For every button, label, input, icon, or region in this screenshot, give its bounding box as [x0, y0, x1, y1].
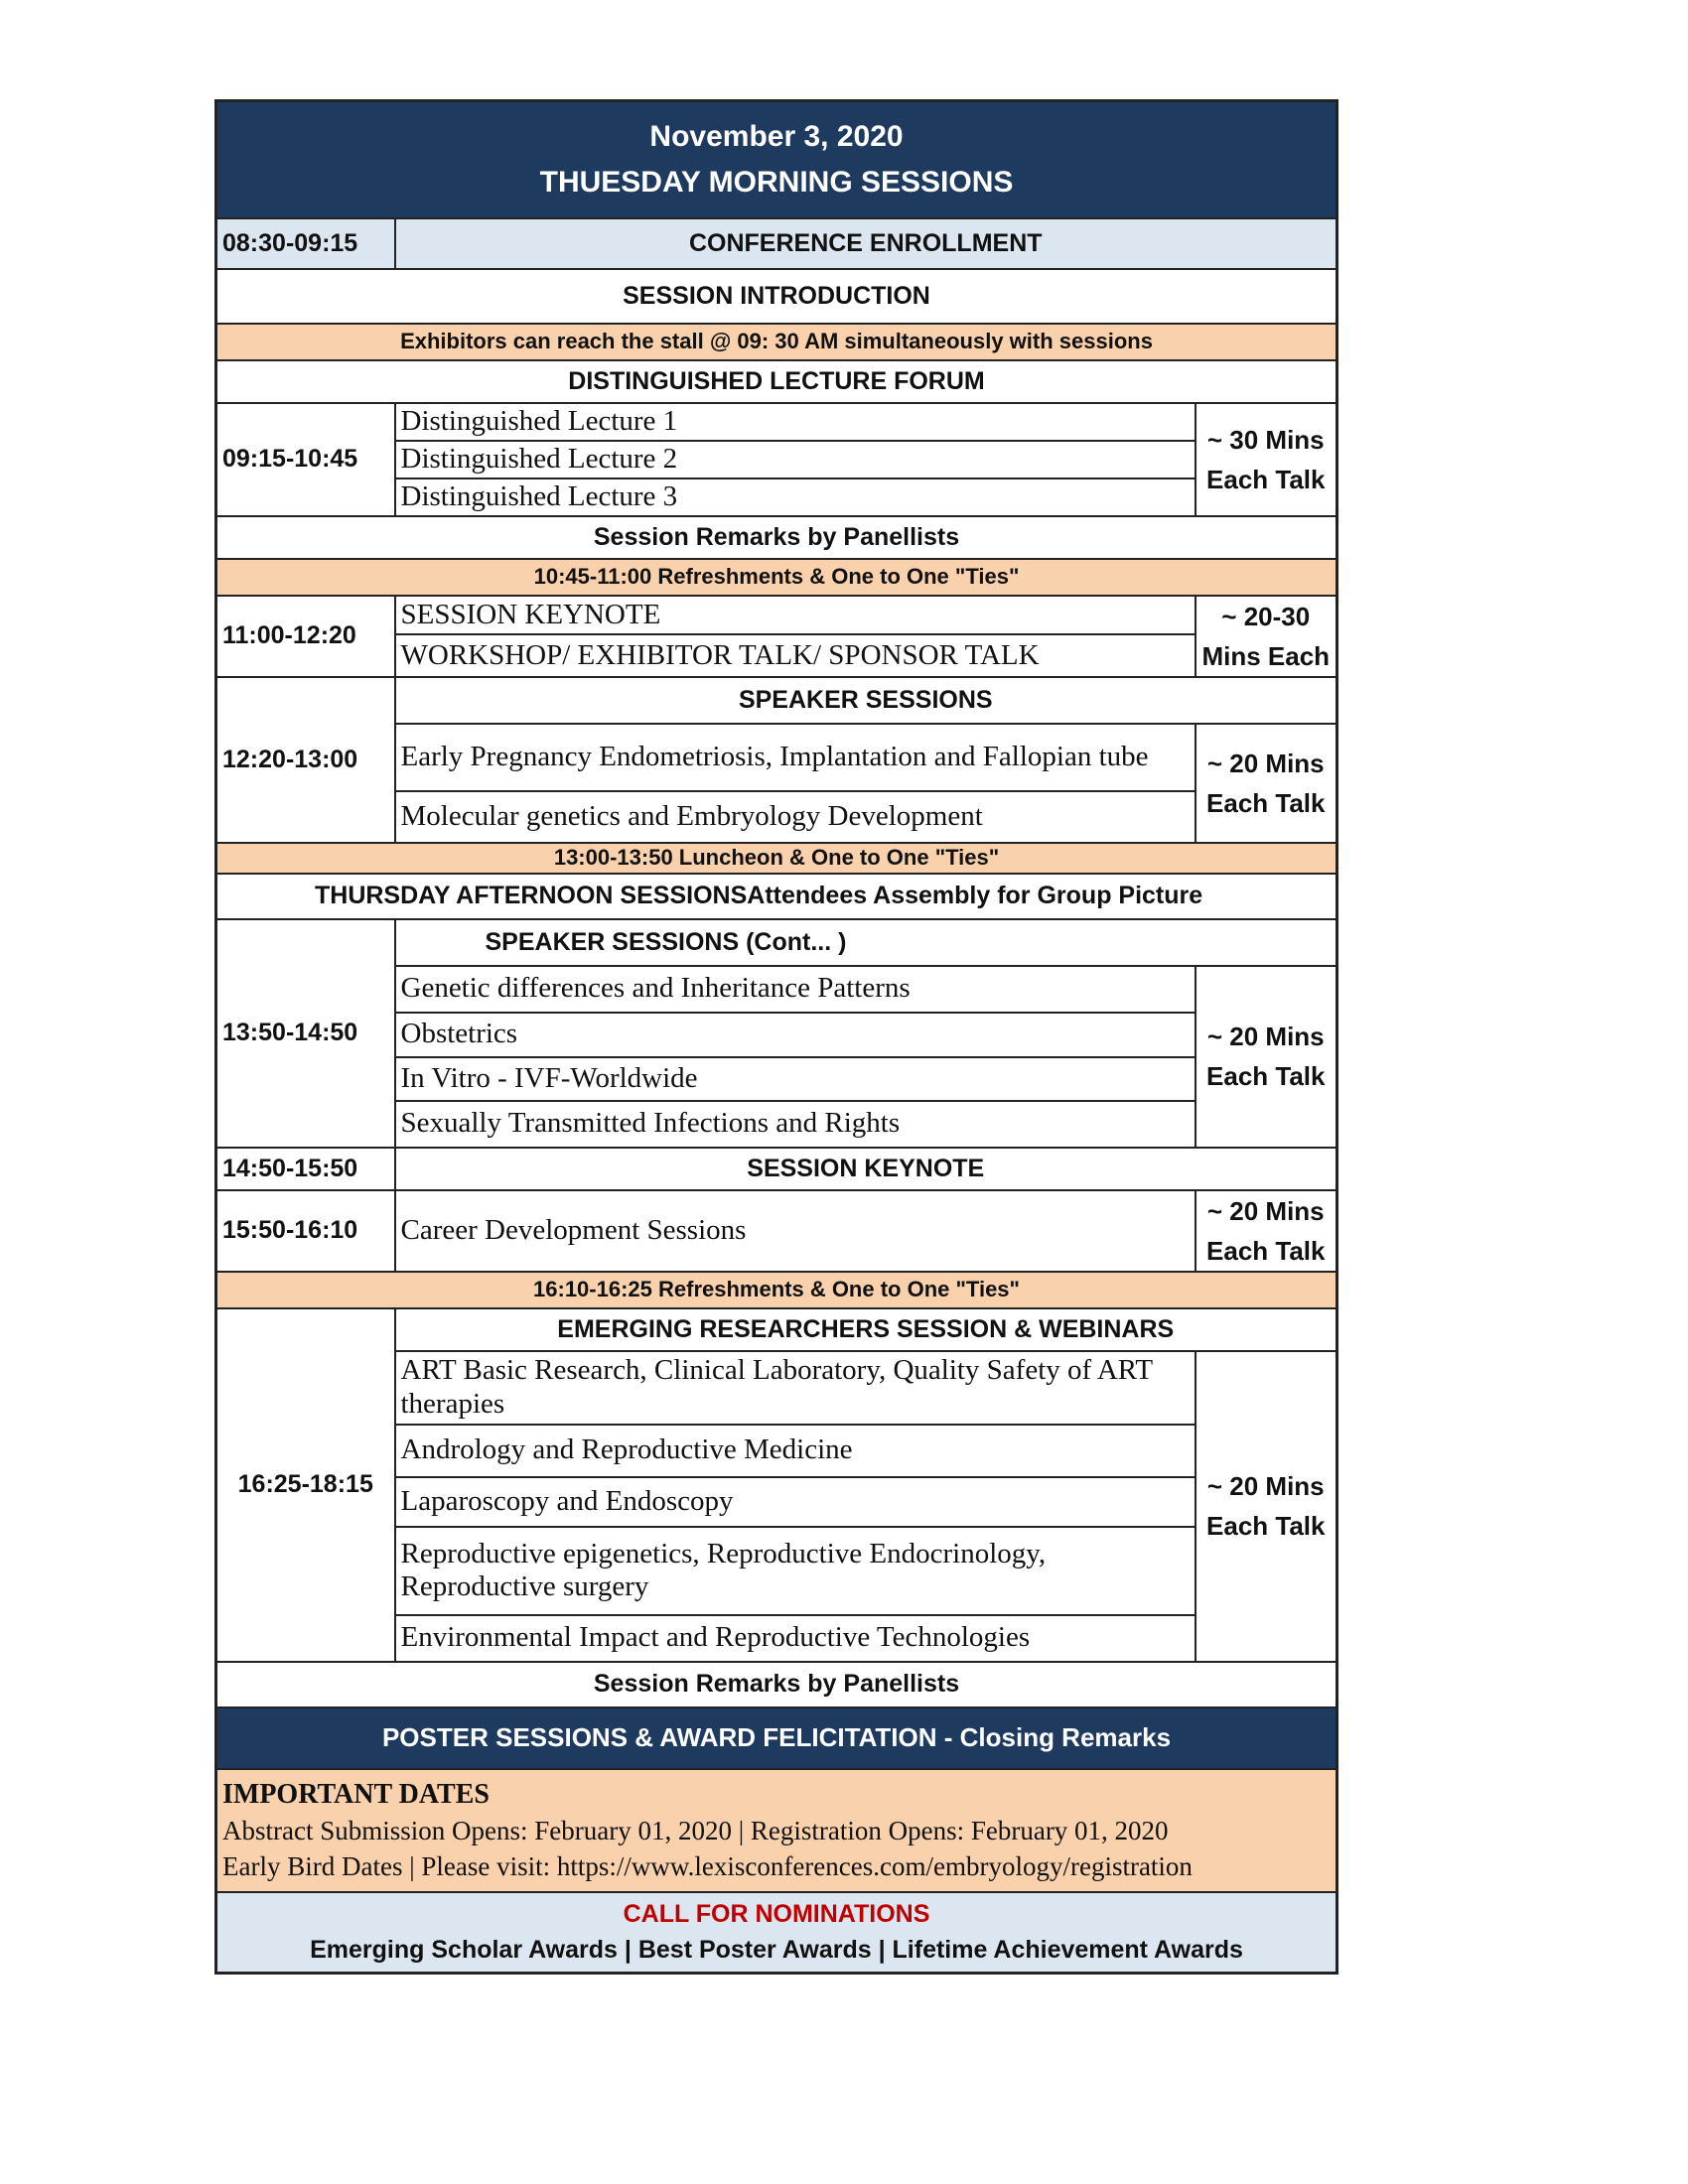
- emerging-duration: [1196, 1351, 1337, 1662]
- schedule-date: November 3, 2020: [649, 119, 904, 153]
- duration-line: ~ 20-30: [1221, 601, 1311, 631]
- important-dates: [216, 1769, 1337, 1892]
- table-row: [216, 1308, 1337, 1351]
- career-time: 15:50-16:10: [216, 1190, 395, 1272]
- table-row: [216, 874, 1337, 919]
- list-item: Sexually Transmitted Infections and Rights: [395, 1101, 1196, 1148]
- table-row: [216, 1769, 1337, 1892]
- list-item: Early Pregnancy Endometriosis, Implantation and Fallopian tube: [395, 724, 1196, 791]
- enroll-label: CONFERENCE ENROLLMENT: [395, 218, 1337, 269]
- list-item: Obstetrics: [395, 1013, 1196, 1057]
- speaker2-duration: [1196, 966, 1337, 1148]
- keynote-time: 11:00-12:20: [216, 596, 395, 677]
- list-item: Reproductive epigenetics, Reproductive Endocrinology, Reproductive surgery: [395, 1527, 1196, 1615]
- list-item: In Vitro - IVF-Worldwide: [395, 1057, 1196, 1101]
- list-item: WORKSHOP/ EXHIBITOR TALK/ SPONSOR TALK: [395, 634, 1196, 676]
- afternoon-row: [216, 874, 1337, 919]
- dl-time: 09:15-10:45: [216, 403, 395, 516]
- remarks-2: Session Remarks by Panellists: [216, 1662, 1337, 1707]
- nominations-awards: Emerging Scholar Awards | Best Poster Awards | Lifetime Achievement Awards: [310, 1936, 1243, 1965]
- exhibitors-note: Exhibitors can reach the stall @ 09: 30 AM simultaneously with sessions: [216, 324, 1337, 360]
- career-duration: [1196, 1190, 1337, 1272]
- dl-duration: [1196, 403, 1337, 516]
- table-row: [216, 1190, 1337, 1272]
- table-row: [216, 1707, 1337, 1769]
- important-line: Early Bird Dates | Please visit: https://www.lexisconferences.com/embryology/registration: [222, 1850, 1193, 1881]
- table-row: [216, 218, 1337, 269]
- table-row: [216, 919, 1337, 966]
- table-row: [216, 559, 1337, 596]
- table-row: [216, 1272, 1337, 1308]
- list-item: Distinguished Lecture 3: [395, 478, 1196, 516]
- schedule-table: [214, 99, 1338, 1975]
- duration-line: Mins Each: [1201, 640, 1331, 671]
- duration-line: ~ 20 Mins: [1206, 1195, 1325, 1226]
- group-picture: Attendees Assembly for Group Picture: [747, 882, 1203, 909]
- speaker2-time: 13:50-14:50: [216, 919, 395, 1148]
- table-row: [216, 324, 1337, 360]
- afternoon-title: THURSDAY AFTERNOON SESSIONS: [315, 882, 748, 909]
- duration-line: Each Talk: [1206, 1511, 1326, 1541]
- duration-line: ~ 20 Mins: [1206, 1471, 1325, 1501]
- schedule-header: [216, 101, 1337, 218]
- enroll-time: 08:30-09:15: [216, 218, 395, 269]
- important-title: IMPORTANT DATES: [222, 1778, 490, 1810]
- speaker-time: 12:20-13:00: [216, 677, 395, 843]
- duration-line: Each Talk: [1206, 1235, 1326, 1266]
- table-row: [216, 1662, 1337, 1707]
- keynote2-time: 14:50-15:50: [216, 1148, 395, 1190]
- remarks-1: Session Remarks by Panellists: [216, 516, 1337, 559]
- list-item: Environmental Impact and Reproductive Technologies: [395, 1615, 1196, 1662]
- table-row: [216, 516, 1337, 559]
- keynote2-label: SESSION KEYNOTE: [395, 1148, 1337, 1190]
- important-line: Abstract Submission Opens: February 01, 2020 | Registration Opens: February 01, 2020: [222, 1815, 1169, 1845]
- list-item: Genetic differences and Inheritance Patterns: [395, 966, 1196, 1013]
- duration-line: Each Talk: [1206, 464, 1326, 494]
- list-item: Molecular genetics and Embryology Development: [395, 791, 1196, 843]
- schedule-title: THUESDAY MORNING SESSIONS: [539, 165, 1014, 199]
- break-1: 10:45-11:00 Refreshments & One to One "Ties": [216, 559, 1337, 596]
- list-item: SESSION KEYNOTE: [395, 596, 1196, 635]
- career-label: Career Development Sessions: [395, 1190, 1196, 1272]
- keynote-duration: [1196, 596, 1337, 677]
- list-item: ART Basic Research, Clinical Laboratory, Quality Safety of ART therapies: [395, 1351, 1196, 1425]
- list-item: Andrology and Reproductive Medicine: [395, 1425, 1196, 1477]
- table-row: [216, 269, 1337, 324]
- session-intro: SESSION INTRODUCTION: [216, 269, 1337, 324]
- list-item: Laparoscopy and Endoscopy: [395, 1477, 1196, 1527]
- distinguished-forum: DISTINGUISHED LECTURE FORUM: [216, 360, 1337, 403]
- speaker2-label: SPEAKER SESSIONS (Cont... ): [395, 919, 1337, 966]
- lunch: 13:00-13:50 Luncheon & One to One "Ties": [216, 843, 1337, 874]
- table-row: [216, 360, 1337, 403]
- emerging-time: 16:25-18:15: [216, 1308, 395, 1662]
- table-row: [216, 403, 1337, 441]
- emerging-label: EMERGING RESEARCHERS SESSION & WEBINARS: [395, 1308, 1337, 1351]
- duration-line: ~ 20 Mins: [1206, 748, 1325, 778]
- poster-closing: POSTER SESSIONS & AWARD FELICITATION - Closing Remarks: [216, 1707, 1337, 1769]
- duration-line: ~ 20 Mins: [1206, 1022, 1325, 1051]
- duration-line: Each Talk: [1206, 787, 1326, 818]
- table-row: [216, 1892, 1337, 1974]
- break-2: 16:10-16:25 Refreshments & One to One "Ties": [216, 1272, 1337, 1308]
- list-item: Distinguished Lecture 2: [395, 441, 1196, 478]
- list-item: Distinguished Lecture 1: [395, 403, 1196, 441]
- duration-line: ~ 30 Mins: [1206, 424, 1325, 455]
- table-row: [216, 677, 1337, 724]
- duration-line: Each Talk: [1206, 1061, 1326, 1091]
- nominations-title: CALL FOR NOMINATIONS: [623, 1900, 930, 1929]
- table-row: [216, 843, 1337, 874]
- nominations: [216, 1892, 1337, 1974]
- speaker-duration: [1196, 724, 1337, 843]
- table-row: [216, 596, 1337, 635]
- speaker-label: SPEAKER SESSIONS: [395, 677, 1337, 724]
- table-row: [216, 1148, 1337, 1190]
